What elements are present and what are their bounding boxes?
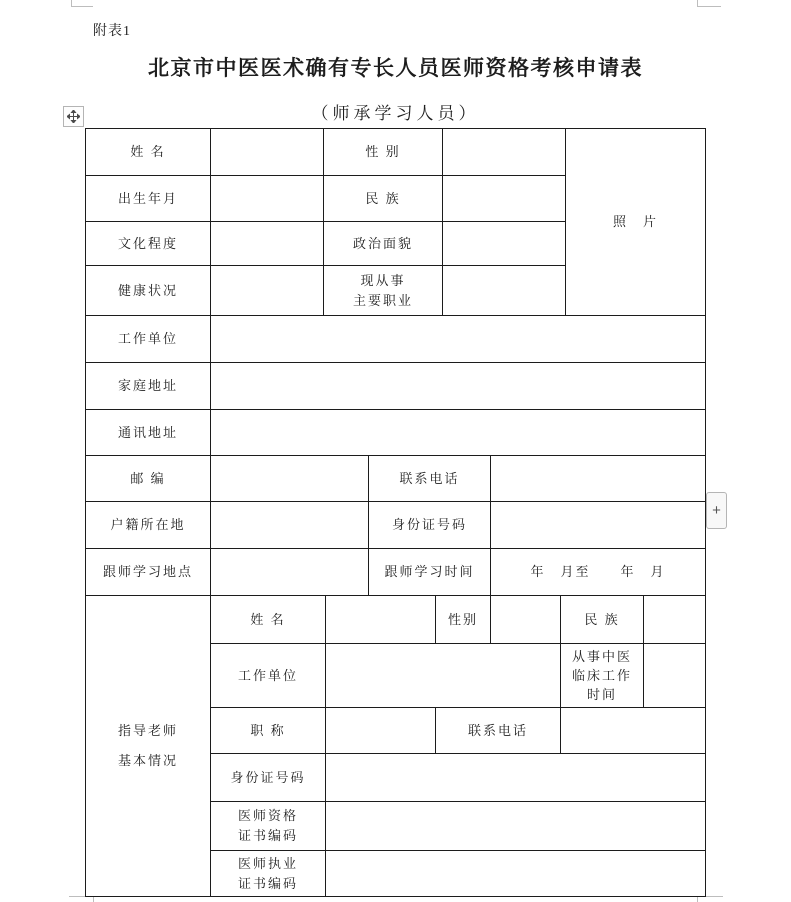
- appendix-label: 附表1: [93, 24, 131, 39]
- margin-mark-bottom-right-v: [697, 897, 698, 902]
- phone-value-cell[interactable]: [491, 456, 706, 502]
- study-location-value-cell[interactable]: [211, 549, 369, 596]
- current-occupation-label: 现从事 主要职业: [324, 266, 443, 316]
- teacher-practice-cert-value-cell[interactable]: [326, 851, 706, 897]
- insert-plus-button[interactable]: [706, 492, 727, 529]
- birth-date-label: 出生年月: [86, 176, 211, 222]
- id-number-label: 身份证号码: [369, 502, 491, 549]
- teacher-ethnicity-label: 民 族: [561, 596, 644, 644]
- margin-mark-top-right-h: [697, 6, 721, 7]
- household-location-label: 户籍所在地: [86, 502, 211, 549]
- teacher-name-label: 姓 名: [211, 596, 326, 644]
- margin-mark-bottom-right-h: [705, 896, 723, 897]
- study-time-label: 跟师学习时间: [369, 549, 491, 596]
- teacher-gender-value-cell[interactable]: [491, 596, 561, 644]
- margin-mark-bottom-left-v: [93, 897, 94, 902]
- page-title: 北京市中医医术确有专长人员医师资格考核申请表: [148, 56, 643, 80]
- teacher-phone-value-cell[interactable]: [561, 708, 706, 754]
- teacher-tcm-years-label: 从事中医 临床工作 时间: [561, 644, 644, 708]
- education-label: 文化程度: [86, 222, 211, 266]
- ethnicity-value-cell[interactable]: [443, 176, 566, 222]
- teacher-work-unit-label: 工作单位: [211, 644, 326, 708]
- name-value-cell[interactable]: [211, 129, 324, 176]
- teacher-qualification-cert-label: 医师资格 证书编码: [211, 802, 326, 851]
- education-value-cell[interactable]: [211, 222, 324, 266]
- teacher-name-value-cell[interactable]: [326, 596, 436, 644]
- teacher-phone-label: 联系电话: [436, 708, 561, 754]
- margin-mark-top-left-h: [71, 6, 93, 7]
- name-label: 姓 名: [86, 129, 211, 176]
- teacher-work-unit-value-cell[interactable]: [326, 644, 561, 708]
- mailing-address-label: 通讯地址: [86, 410, 211, 456]
- work-unit-value-cell[interactable]: [211, 316, 706, 363]
- household-location-value-cell[interactable]: [211, 502, 369, 549]
- postal-code-value-cell[interactable]: [211, 456, 369, 502]
- teacher-section-header: 指导老师 基本情况: [86, 596, 211, 897]
- study-time-value-cell[interactable]: 年 月至 年 月: [491, 549, 706, 596]
- teacher-title-label: 职 称: [211, 708, 326, 754]
- teacher-practice-cert-label: 医师执业 证书编码: [211, 851, 326, 897]
- home-address-label: 家庭地址: [86, 363, 211, 410]
- work-unit-label: 工作单位: [86, 316, 211, 363]
- ethnicity-label: 民 族: [324, 176, 443, 222]
- move-icon: [67, 110, 80, 123]
- mailing-address-value-cell[interactable]: [211, 410, 706, 456]
- gender-label: 性 别: [324, 129, 443, 176]
- current-occupation-value-cell[interactable]: [443, 266, 566, 316]
- birth-date-value-cell[interactable]: [211, 176, 324, 222]
- teacher-gender-label: 性别: [436, 596, 491, 644]
- id-number-value-cell[interactable]: [491, 502, 706, 549]
- teacher-ethnicity-value-cell[interactable]: [644, 596, 706, 644]
- margin-mark-bottom-left-h: [69, 896, 86, 897]
- teacher-title-value-cell[interactable]: [326, 708, 436, 754]
- study-location-label: 跟师学习地点: [86, 549, 211, 596]
- home-address-value-cell[interactable]: [211, 363, 706, 410]
- plus-icon: +: [712, 502, 721, 519]
- photo-cell[interactable]: 照 片: [566, 129, 706, 316]
- phone-label: 联系电话: [369, 456, 491, 502]
- teacher-id-number-value-cell[interactable]: [326, 754, 706, 802]
- political-status-value-cell[interactable]: [443, 222, 566, 266]
- gender-value-cell[interactable]: [443, 129, 566, 176]
- application-form-table: [85, 128, 706, 897]
- table-move-handle[interactable]: [63, 106, 84, 127]
- teacher-id-number-label: 身份证号码: [211, 754, 326, 802]
- teacher-tcm-years-value-cell[interactable]: [644, 644, 706, 708]
- postal-code-label: 邮 编: [86, 456, 211, 502]
- page-subtitle: （师承学习人员）: [311, 104, 480, 123]
- health-label: 健康状况: [86, 266, 211, 316]
- political-status-label: 政治面貌: [324, 222, 443, 266]
- teacher-qualification-cert-value-cell[interactable]: [326, 802, 706, 851]
- health-value-cell[interactable]: [211, 266, 324, 316]
